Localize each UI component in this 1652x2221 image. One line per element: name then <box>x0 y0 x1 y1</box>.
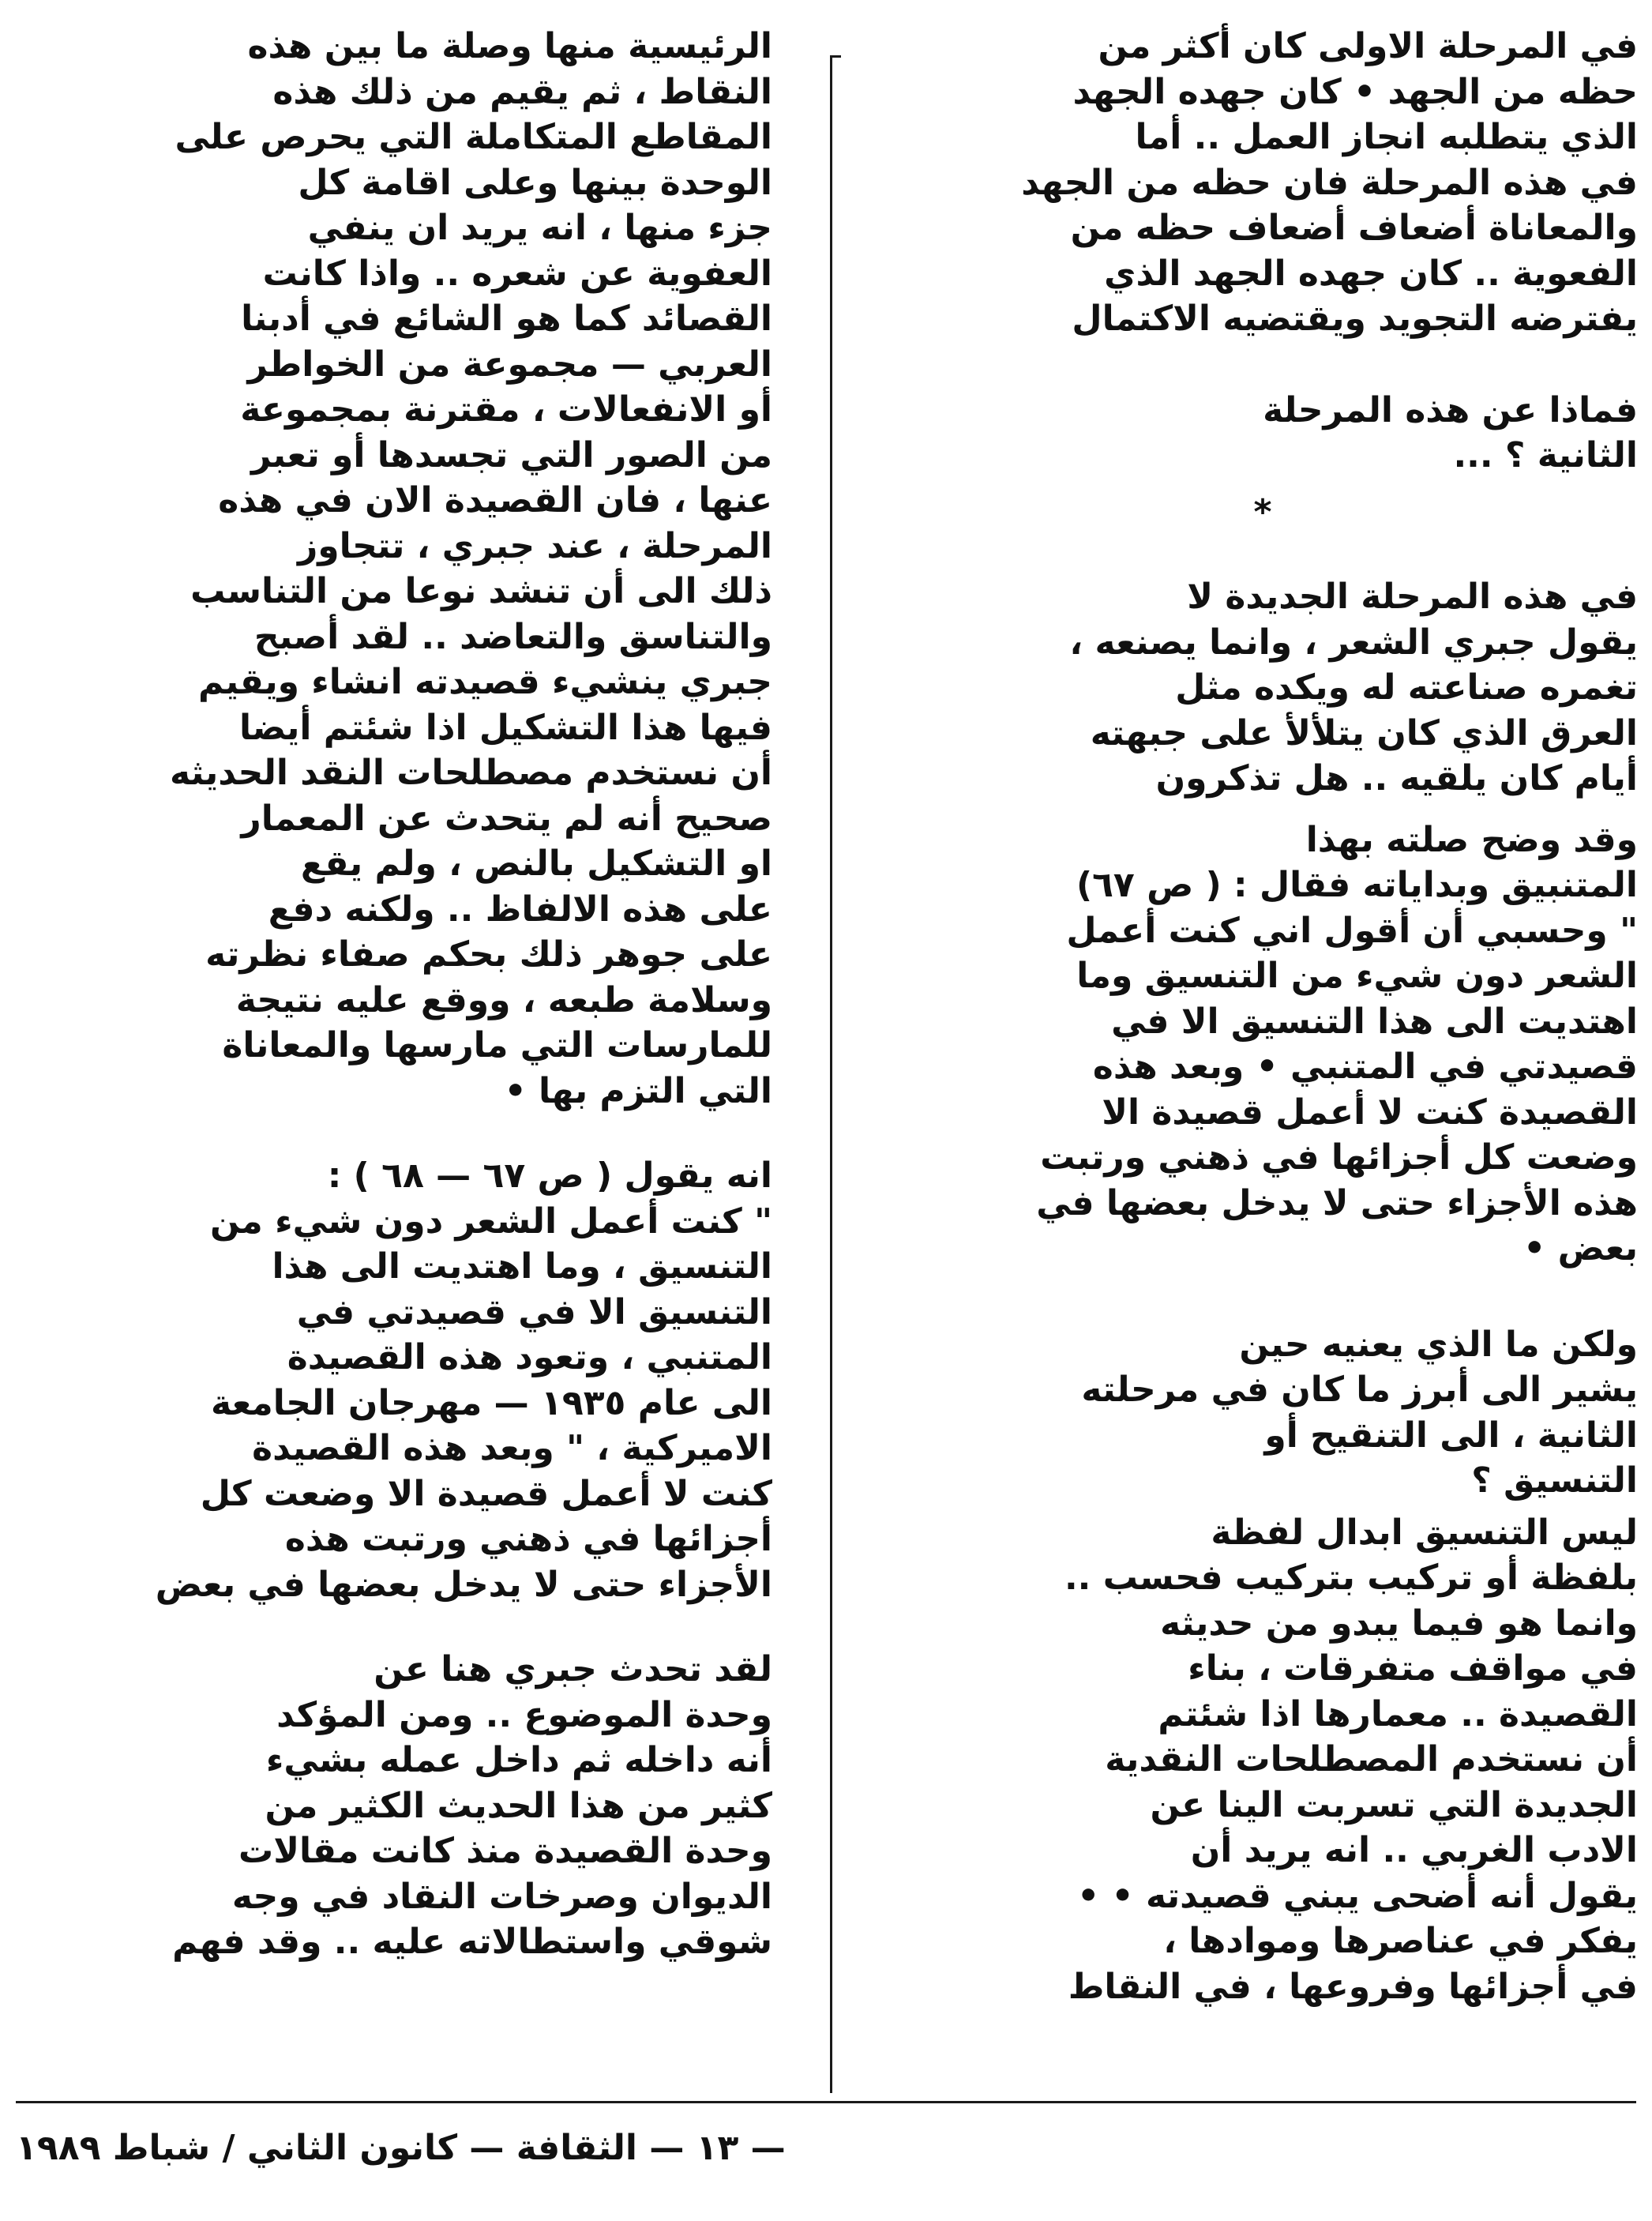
paragraph: فماذا عن هذه المرحلة الثانية ؟ ... <box>1263 389 1638 475</box>
footer-rule <box>16 2101 1636 2103</box>
paragraph: الرئيسية منها وصلة ما بين هذه النقاط ، ثم يقيم من ذلك هذه المقاطع المتكاملة التي يحرص على الوحدة بينها وعلى اقامة كل جزء منها ، انه يريد ان ينفي العفوية عن شعره .. واذا كانت القصائد كما هو الشائع في أدبنا العربي — مجموعة من الخواطر أو الانفعالات ، مقترنة بمجموعة من الصور التي تجسدها أو تعبر عنها ، فان القصيدة الان في هذه المرحلة ، عند جبري ، تتجاوز ذلك الى أن تنشد نوعا من التناسب والتناسق والتعاضد .. لقد أصبح جبري ينشيء قصيدته انشاء ويقيم فيها هذا التشكيل اذا شئتم أيضا أن نستخدم مصطلحات النقد الحديثه صحيح أنه لم يتحدث عن المعمار او التشكيل بالنص ، ولم يقع على هذه الالفاظ .. ولكنه دفع على جوهر ذلك بحكم صفاء نظرته وسلامة طبعه ، ووقع عليه نتيجة للمارسات التي مارسها والمعاناة التي التزم بها • <box>170 26 772 1111</box>
section-separator-star: * <box>1253 491 1272 532</box>
paragraph: وقد وضح صلته بهذا المتنبيق وبداياته فقال : ( ص ٦٧) " وحسبي أن أقول اني كنت أعمل الشعر دون شيء من التنسيق وما اهتديت الى هذا التنسيق الا في قصيدتي في المتنبي • وبعد هذه القصيدة كنت لا أعمل قصيدة الا وضعت كل أجزائها في ذهني ورتبت هذه الأجزاء حتى لا يدخل بعضها في بعض • <box>1036 819 1638 1268</box>
column-divider <box>830 55 832 2093</box>
page-footer: — ١٣ — الثقافة — كانون الثاني / شباط ١٩٨٩ <box>16 2128 786 2168</box>
column-divider-tick <box>830 55 841 58</box>
paragraph: ليس التنسيق ابدال لفظة بلفظة أو تركيب بتركيب فحسب .. وانما هو فيما يبدو من حديثه في مواقف متفرقات ، بناء القصيدة .. معمارها اذا شئتم أن نستخدم المصطلحات النقدية الجديدة التي تسربت الينا عن الادب الغربي .. انه يريد أن يقول أنه أضحى يبني قصيدته • • يفكر في عناصرها وموادها ، في أجزائها وفروعها ، في النقاط <box>1064 1512 1638 2007</box>
paragraph: انه يقول ( ص ٦٧ — ٦٨ ) : " كنت أعمل الشعر دون شيء من التنسيق ، وما اهتديت الى هذا التنسيق الا في قصيدتي في المتنبي ، وتعود هذه القصيدة الى عام ١٩٣٥ — مهرجان الجامعة الاميركية ، " وبعد هذه القصيدة كنت لا أعمل قصيدة الا وضعت كل أجزائها في ذهني ورتبت هذه الأجزاء حتى لا يدخل بعضها في بعض <box>155 1156 772 1605</box>
paragraph: لقد تحدث جبري هنا عن وحدة الموضوع .. ومن المؤكد أنه داخله ثم داخل عمله بشيء كثير من هذا الحديث الكثير من وحدة القصيدة منذ كانت مقالات الديوان وصرخات النقاد في وجه شوقي واستطالاته عليه .. وقد فهم <box>172 1649 772 1962</box>
paragraph: في المرحلة الاولى كان أكثر من حظه من الجهد • كان جهده الجهد الذي يتطلبه انجاز العمل .. أما في هذه المرحلة فان حظه من الجهد والمعاناة أضعاف أضعاف حظه من الفعوية .. كان جهده الجهد الذي يفترضه التجويد ويقتضيه الاكتمال <box>1021 26 1638 339</box>
paragraph: في هذه المرحلة الجديدة لا يقول جبري الشعر ، وانما يصنعه ، تغمره صناعته له ويكده مثل العرق الذي كان يتلألأ على جبهته أيام كان يلقيه .. هل تذكرون <box>1069 577 1638 799</box>
left-column <box>24 24 772 1965</box>
right-column <box>888 24 1638 2009</box>
paragraph: ولكن ما الذي يعنيه حين يشير الى أبرز ما كان في مرحلته الثانية ، الى التنقيح أو التنسيق ؟ <box>1081 1324 1638 1501</box>
